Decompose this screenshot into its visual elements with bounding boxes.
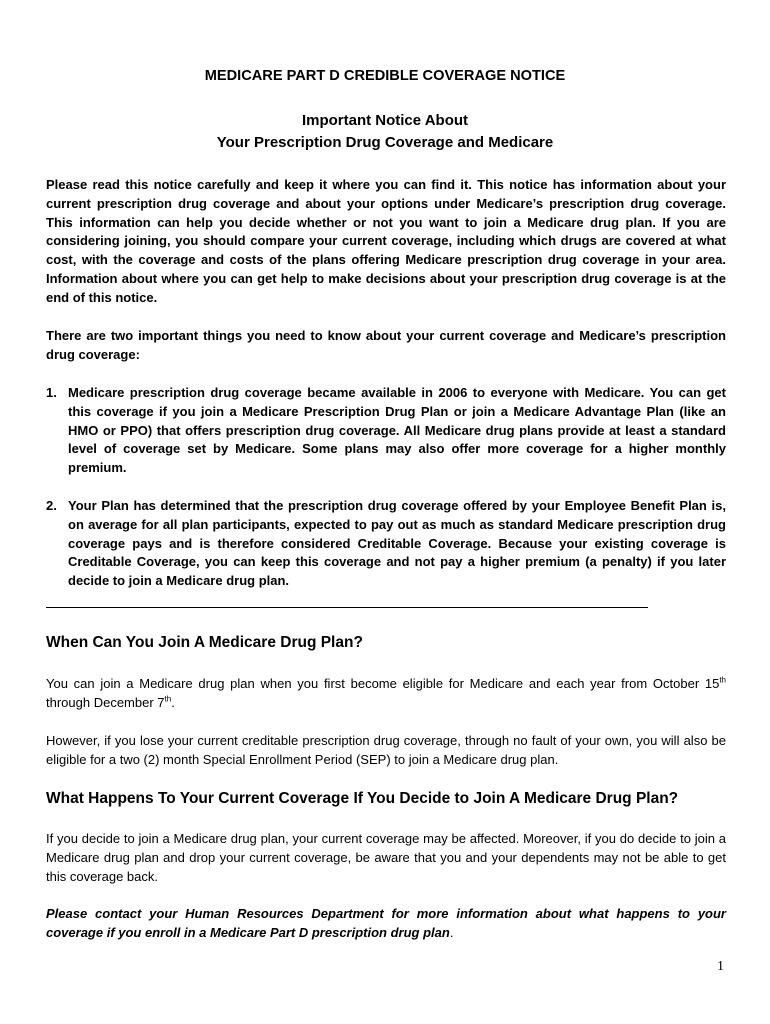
list-item-text: Medicare prescription drug coverage became available in 2006 to everyone with Medicare. You can get this coverage if you join a Medicare Prescription Drug Plan or join a Medicare Advantage Plan (like an HMO or PPO) that offers prescription drug coverage. All Medicare drug plans provide at least a standard level of coverage set by Medicare. Some plans may also offer more coverage for a higher monthly premium. [68, 385, 726, 476]
however-paragraph: However, if you lose your current creditable prescription drug coverage, through no fault of your own, you will also be eligible for a two (2) month Special Enrollment Period (SEP) to join a Medicare drug plan. [46, 733, 726, 767]
list-item-text: Your Plan has determined that the prescription drug coverage offered by your Employee Benefit Plan is, on average for all plan participants, expected to pay out as much as standard Medicare prescription drug coverage pays and is therefore considered Creditable Coverage. Because your existing coverage is Creditable Coverage, you can keep this coverage and not pay a higher premium (a penalty) if you later decide to join a Medicare drug plan. [68, 498, 726, 589]
document-title: MEDICARE PART D CREDIBLE COVERAGE NOTICE [204, 68, 566, 84]
numbered-list-item-1 [46, 384, 726, 478]
contact-hr-period: . [449, 924, 454, 940]
join-superscript-b: th [164, 694, 172, 704]
join-text-b: through December 7 [46, 694, 165, 710]
contact-hr-paragraph [46, 905, 726, 943]
subtitle-line-1: Important Notice About [301, 112, 469, 129]
join-text-c: . [171, 694, 175, 710]
join-text-a: You can join a Medicare drug plan when you first become eligible for Medicare and each year from October 15 [46, 676, 720, 691]
section-heading-current-coverage: What Happens To Your Current Coverage If You Decide to Join A Medicare Drug Plan? [46, 790, 679, 807]
page-number: 1 [717, 959, 724, 974]
list-item-number: 1. [46, 385, 57, 400]
list-item-number: 2. [46, 498, 57, 513]
join-superscript-a: th [719, 675, 726, 685]
subtitle-line-2: Your Prescription Drug Coverage and Medicare [216, 134, 554, 151]
if-decide-paragraph: If you decide to join a Medicare drug plan, your current coverage may be affected. Moreover, if you do decide to join a Medicare drug plan and drop your current coverage, be aware that you and your dependents may not be able to get this coverage back. [46, 831, 726, 884]
list-item [46, 384, 726, 478]
intro-paragraph: Please read this notice carefully and keep it where you can find it. This notice has information about your current prescription drug coverage and about your options under Medicare’s prescription drug coverage. This information can help you decide whether or not you want to join a Medicare drug plan. If you are considering joining, you should compare your current coverage, including which drugs are covered at what cost, with the coverage and costs of the plans offering Medicare prescription drug coverage in your area. Information about where you can get help to make decisions about your prescription drug coverage is at the end of this notice. [46, 177, 726, 305]
two-things-paragraph: There are two important things you need to know about your current coverage and Medicare’s prescription drug coverage: [46, 328, 726, 362]
numbered-list-item-2 [46, 497, 726, 591]
list-item [46, 497, 726, 591]
contact-hr-text: Please contact your Human Resources Department for more information about what happens to your coverage if you enroll in a Medicare Part D prescription drug plan [46, 906, 726, 940]
section-divider [46, 607, 648, 608]
section-heading-join: When Can You Join A Medicare Drug Plan? [46, 634, 363, 651]
join-paragraph [46, 675, 726, 713]
